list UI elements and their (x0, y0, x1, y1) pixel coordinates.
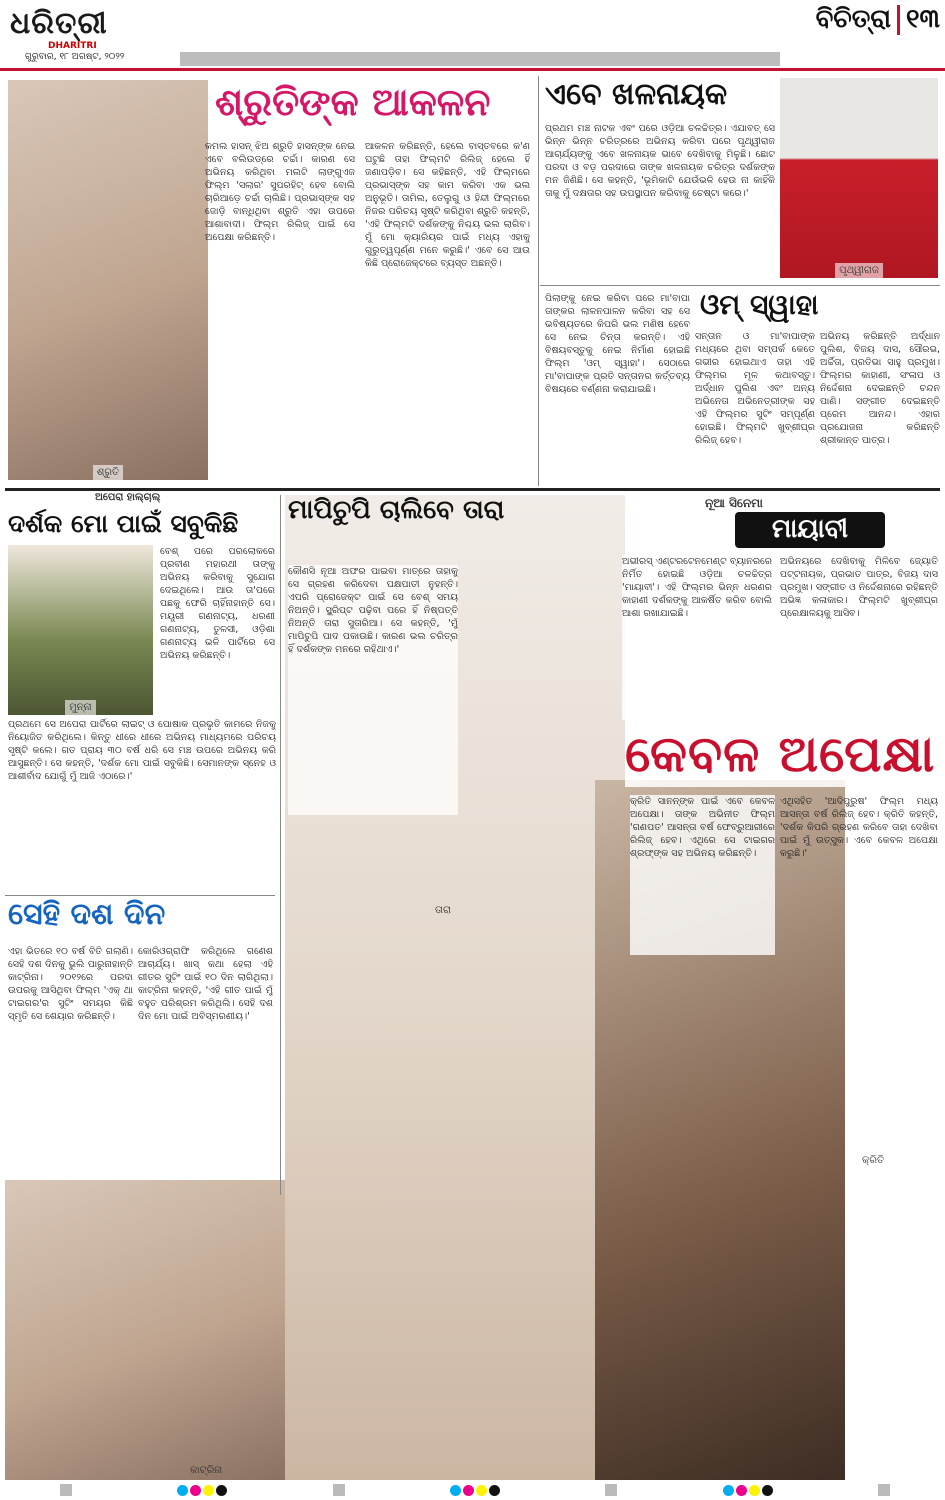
kebala-headline: କେବଳ ଅପେକ୍ଷା (625, 725, 940, 787)
yellow-swatch (203, 1485, 214, 1496)
section-rule (540, 285, 940, 286)
naya-cinema-label: ନୂଆ ସିନେମା (705, 496, 763, 510)
black-swatch (489, 1485, 500, 1496)
tara-body: କୌଣସି ନୂଆ ଅଫର ପାଇବା ମାତ୍ରେ ତାହାକୁ ସେ ଗ୍ରହଣ କରିଦେବା ପକ୍ଷପାତୀ ନୁହନ୍ତି। ଏପରି ପ୍ରୋଜେକ୍ଟ ପାଇଁ ସେ ବେଶ୍‌ ସମୟ ନିଅନ୍ତି। ସ୍କ୍ରିପ୍ଟ ପଢ଼ିବା ପରେ ହିଁ ନିଷ୍ପତ୍ତି ନିଅନ୍ତି ତାରା ସୁତାରିଆ। ସେ କହନ୍ତି, 'ମୁଁ ମାପିଚୁପି ପାଦ ପକାଉଛି। କାରଣ ଭଲ ଚରିତ୍ର ହିଁ ଦର୍ଶକଙ୍କ ମନରେ ରହିଥାଏ।' (288, 565, 458, 815)
apera-halchal-label: ଅପେରା ହାଲ୍‌ଚାଲ୍‌ (95, 492, 161, 503)
munna-photo-caption: ମୁନ୍ନା (65, 700, 95, 715)
logo-subtitle: DHARITRI (48, 41, 97, 51)
page-divider (5, 488, 940, 491)
mayabi-body-col2: ଅଭିନୟରେ ଦେଖିବାକୁ ମିଳିବେ ଜ୍ୟୋତି ପଟ୍ଟନାୟକ, ପ୍ରଭାତ ପାତ୍ର, ବିଜୟ ଦାସ ପ୍ରମୁଖ। ସଙ୍ଗୀତ ଓ ନିର୍ଦ୍ଦେଶନାରେ ରହିଛନ୍ତି ଅଭିଜ୍ଞ କଳାକାର। ଫିଲ୍ମଟି ଖୁବ୍‌ଶୀଘ୍ର ପ୍ରେକ୍ଷାଳୟକୁ ଆସିବ। (780, 556, 938, 619)
villain-photo-caption: ପୃଥ୍ୱୀରାଜ (835, 263, 883, 278)
magenta-swatch (190, 1485, 201, 1496)
magenta-swatch (463, 1485, 474, 1496)
villain-photo (780, 78, 938, 278)
black-swatch (762, 1485, 773, 1496)
header-bar (180, 52, 780, 66)
mayabi-body-col1: ଅଭୀରସ୍‌ ଏଣ୍ଟରଟେନମେଣ୍ଟ ବ୍ୟାନରରେ ନିର୍ମିତ ହୋଇଛି ଓଡ଼ିଆ ଚଳଚ୍ଚିତ୍ର 'ମାୟାବୀ'। ଏହି ଫିଲ୍ମର ଭିନ୍ନ ଧରଣର କାହାଣୀ ଦର୍ଶକଙ୍କୁ ଆକର୍ଷିତ କରିବ ବୋଲି ଆଶା ରଖାଯାଇଛି। (622, 555, 772, 720)
villain-headline: ଏବେ ଖଳନାୟକ (545, 77, 728, 112)
cyan-swatch (723, 1485, 734, 1496)
print-marks (60, 1484, 890, 1496)
kebala-body-col1: କ୍ରିତି ସାନନ୍‌ଙ୍କ ପାଇଁ ଏବେ କେବଳ ଅପେକ୍ଷା। ତାଙ୍କ ଅଭିନୀତ ଫିଲ୍ମ 'ଗଣପତ' ଆସନ୍ତା ବର୍ଷ ଫେବ୍ରୁଆରୀରେ ରିଲିଜ୍‌ ହେବ। ଏଥିରେ ସେ ଟାଇଗର ଶ୍ରଫ୍‌ଙ୍କ ସହ ଅଭିନୟ କରିଛନ୍ତି। (630, 795, 775, 955)
katrina-photo-caption: କାଟ୍ରିନା (190, 1465, 223, 1476)
black-swatch (216, 1485, 227, 1496)
shruti-body-col2: ଆକଳନ କରିଛନ୍ତି, ହେଲେ ବାସ୍ତବରେ କ'ଣ ଘଟୁଛି ତାହା ଫିଲ୍ମଟି ରିଲିଜ୍‌ ହେଲେ ହିଁ ଜଣାପଡ଼ିବ। ସେ କହିଛନ୍ତି, ଏହି ଫିଲ୍ମରେ ପ୍ରଭାସ୍‌ଙ୍କ ସହ କାମ କରିବା ଏକ ଭଲ ଅନୁଭୂତି। ତାମିଲ, ତେଲୁଗୁ ଓ ହିନ୍ଦୀ ଫିଲ୍ମରେ ନିଜର ପରିଚୟ ସୃଷ୍ଟି କରିଥିବା ଶ୍ରୁତି କହନ୍ତି, 'ଏହି ଫିଲ୍ମଟି ଦର୍ଶକଙ୍କୁ ନିଶ୍ଚୟ ଭଲ ଲାଗିବ। ମୁଁ ମୋ କ୍ୟାରିୟର ପାଇଁ ମଧ୍ୟ ଏହାକୁ ଗୁରୁତ୍ୱପୂର୍ଣ୍ଣ ମନେ କରୁଛି।' ଏବେ ସେ ଆଉ କିଛି ପ୍ରୋଜେକ୍ଟରେ ବ୍ୟସ୍ତ ଅଛନ୍ତି। (365, 141, 530, 269)
mayabi-headline: ମାୟାବୀ (735, 512, 885, 548)
logo-text: ଧରିତ୍ରୀ (10, 6, 108, 41)
shruti-photo-caption: ଶ୍ରୁତି (93, 465, 123, 480)
kebala-body-col2: ଏଥିସହିତ 'ଆଦିପୁରୁଷ' ଫିଲ୍ମ ମଧ୍ୟ ଆସନ୍ତା ବର୍ଷ ରିଲିଜ୍‌ ହେବ। କ୍ରିତି କହନ୍ତି, 'ଦର୍ଶକ କିପରି ଗ୍ରହଣ କରିବେ ତାହା ଦେଖିବା ପାଇଁ ମୁଁ ଉତ୍ସୁକ। ଏବେ କେବଳ ଅପେକ୍ଷା କରୁଛି।' (780, 796, 938, 859)
cyan-swatch (450, 1485, 461, 1496)
registration-box (60, 1484, 72, 1496)
sehi-headline: ସେହି ଦଶ ଦିନ (8, 897, 166, 932)
section-rule (5, 895, 275, 896)
registration-box (878, 1484, 890, 1496)
munna-photo (8, 545, 153, 715)
registration-box (605, 1484, 617, 1496)
kriti-photo-caption: କ୍ରିତି (862, 1155, 885, 1166)
section-name: ବିଚିତ୍ରା (815, 4, 892, 34)
column-rule (280, 495, 281, 1195)
darshaka-body-full: ପ୍ରଥମେ ସେ ଅପେରା ପାର୍ଟିରେ ଲାଇଟ୍‌ ଓ ପୋଷାକ ପ୍ରଭୃତି କାମରେ ନିଜକୁ ନିୟୋଜିତ କରିଥିଲେ। କିନ୍ତୁ ଧୀରେ ଧୀରେ ଅଭିନୟ ମାଧ୍ୟମରେ ପରିଚୟ ସୃଷ୍ଟି କଲେ। ଗତ ପ୍ରାୟ ୩୦ ବର୍ଷ ଧରି ସେ ମଞ୍ଚ ଉପରେ ଅଭିନୟ କରି ଆସୁଛନ୍ତି। ସେ କହନ୍ତି, 'ଦର୍ଶକ ମୋ ପାଇଁ ସବୁକିଛି। ସେମାନଙ୍କ ସ୍ନେହ ଓ ଆଶୀର୍ବାଦ ଯୋଗୁଁ ମୁଁ ଆଜି ଏଠାରେ।' (8, 719, 276, 782)
villain-body: ପ୍ରଥମ ମଞ୍ଚ ନାଟକ ଏବଂ ପରେ ଓଡ଼ିଆ ଚଳଚ୍ଚିତ୍ର। ଏଯାବତ୍‌ ସେ ଭିନ୍ନ ଭିନ୍ନ ଚରିତ୍ରରେ ଅଭିନୟ କରିବା ପରେ ପୃଥ୍ୱୀରାଜ ଆଚାର୍ଯ୍ୟଙ୍କୁ ଏବେ ଖଳନାୟକ ଭାବେ ଦେଖିବାକୁ ମିଳୁଛି। ଛୋଟ ପରଦା ଓ ବଡ଼ ପରଦାରେ ତାଙ୍କ ଖଳନାୟକ ଚରିତ୍ର ଦର୍ଶକଙ୍କ ମନ ଜିଣିଛି। ସେ କହନ୍ତି, 'ଭୂମିକାଟି ଯେଉଁଭଳି ହେଉ ନା କାହିଁକି ତାକୁ ମୁଁ ଦକ୍ଷତାର ସହ ଉପସ୍ଥାପନ କରିବାକୁ ଚେଷ୍ଟା କରେ।' (545, 123, 775, 199)
cyan-swatch (177, 1485, 188, 1496)
sehi-body-col1: ଏହା ଭିତରେ ୧୦ ବର୍ଷ ବିତି ଗଲାଣି। ସେହି ଦଶ ଦିନକୁ ଭୁଲି ପାରୁନାହାନ୍ତି କାଟ୍ରିନା। ୨୦୧୨ରେ ପରଦା ଉପରକୁ ଆସିଥିବା ଫିଲ୍ମ 'ଏକ୍‌ ଥା ଟାଇଗର'ର ସୁଟିଂ ସମୟର କିଛି ସ୍ମୃତି ସେ ଶେୟାର କରିଛନ୍ତି। (8, 946, 133, 1022)
registration-box (333, 1484, 345, 1496)
magenta-swatch (736, 1485, 747, 1496)
darshaka-body-right: ବେଶ୍‌ ପରେ ପରଲୋକରେ ପ୍ରବୀଣ ମହାରଥୀ ତାଙ୍କୁ ଅଭିନୟ କରିବାକୁ ସୁଯୋଗ ଦେଇଥିଲେ। ଆଉ ତା'ପରେ ପଛକୁ ଫେରି ଚାହିଁନାହାନ୍ତି ସେ। ମୟୂରୀ ଗଣନାଟ୍ୟ, ଧରଣୀ ଗଣନାଟ୍ୟ, ତୁଳସୀ, ଓଡ଼ିଶା ଗଣନାଟ୍ୟ ଭଳି ପାର୍ଟିରେ ସେ ଅଭିନୟ କରିଛନ୍ତି। (160, 546, 275, 661)
issue-date: ଗୁରୁବାର, ୧୮ ଅଗଷ୍ଟ, ୨୦୨୨ (25, 52, 125, 62)
katrina-photo (5, 1180, 295, 1480)
section-title (790, 4, 940, 48)
tara-headline: ମାପିଚୁପି ଚାଲିବେ ତାରା (288, 495, 505, 525)
om-swaha-col2: ସନ୍ତାନ ଓ ମା'ବାପାଙ୍କ ମଧ୍ୟରେ ଥିବା ସମ୍ପର୍କ କେତେ ଗଭୀର ହୋଇଥାଏ ତାହା ଏହି ଫିଲ୍ମର ମୂଳ କଥାବସ୍ତୁ। ଅର୍ଦ୍ଧାନ ପୁଲିଶ ଏବଂ ଅନ୍ୟ ଅଭିନେତା ଅଭିନେତ୍ରୀଙ୍କ ସହ ଏହି ଫିଲ୍ମର ସୁଟିଂ ସମ୍ପୂର୍ଣ୍ଣ ହୋଇଛି। ଫିଲ୍ମଟି ଖୁବ୍‌ଶୀଘ୍ର ରିଲିଜ୍‌ ହେବ। (695, 331, 815, 446)
tara-photo-caption: ତାରା (435, 905, 451, 916)
shruti-headline: ଶ୍ରୁତିଙ୍କ ଆକଳନ (215, 80, 491, 124)
section-separator (897, 5, 900, 35)
column-rule (538, 76, 539, 486)
om-swaha-col3: ଅଭିନୟ କରିଛନ୍ତି ଅର୍ଦ୍ଧାନ ପୁଲିଶ, ବିଜୟ ଦାସ, ସୌରଭ, ଅର୍ଚ୍ଚିତା, ପ୍ରତିଭା ସାହୁ ପ୍ରମୁଖ। ଫିଲ୍ମର କାହାଣୀ, ସଂଳାପ ଓ ନିର୍ଦ୍ଦେଶନା ଦେଇଛନ୍ତି ଚନ୍ଦନ ପାଣି। ସଙ୍ଗୀତ ଦେଇଛନ୍ତି ପ୍ରେମ ଆନନ୍ଦ। ଏହାର ପ୍ରଯୋଜନା କରିଛନ୍ତି ଶ୍ରୀକାନ୍ତ ପାତ୍ର। (820, 331, 940, 446)
om-swaha-headline: ଓମ୍‌ ସ୍ୱାହା (700, 288, 819, 321)
yellow-swatch (476, 1485, 487, 1496)
darshaka-headline: ଦର୍ଶକ ମୋ ପାଇଁ ସବୁକିଛି (8, 509, 239, 538)
page-number: ୧୩ (906, 4, 940, 34)
om-swaha-col1: ପିଲାଙ୍କୁ ନେଇ କରିବା ପରେ ମା'ବାପା ତାଙ୍କର ଲାଳନପାଳନ କରିବା ସହ ସେ ଭବିଷ୍ୟତରେ କିପରି ଭଲ ମଣିଷ ହେବେ ସେ ନେଇ ଚିନ୍ତା କରନ୍ତି। ଏହି ବିଷୟବସ୍ତୁକୁ ନେଇ ନିର୍ମାଣ ହୋଇଛି ଫିଲ୍ମ 'ଓମ୍‌ ସ୍ୱାହା'। ସେଠାରେ ମା'ବାପାଙ୍କ ପ୍ରତି ସନ୍ତାନର କର୍ତ୍ତବ୍ୟ ବିଷୟରେ ବର୍ଣ୍ଣନା କରାଯାଇଛି। (545, 293, 690, 395)
shruti-photo (8, 80, 208, 480)
sehi-body-col2: କୋରିଓଗ୍ରାଫି କରିଥିଲେ ଗଣେଶ ଆଚାର୍ଯ୍ୟ। ଖାସ୍‌ କଥା ହେଲା ଏହି ଗୀତର ସୁଟିଂ ପାଇଁ ୧୦ ଦିନ ଲାଗିଥିଲା। କାଟ୍ରିନା କହନ୍ତି, 'ଏହି ଗୀତ ପାଇଁ ମୁଁ ବହୁତ ପରିଶ୍ରମ କରିଥିଲି। ସେହି ଦଶ ଦିନ ମୋ ପାଇଁ ଅବିସ୍ମରଣୀୟ।' (138, 946, 273, 1022)
header-rule (0, 68, 945, 71)
yellow-swatch (749, 1485, 760, 1496)
shruti-body-col1: କମଲ ହାସନ୍‌ ଝିଅ ଶ୍ରୁତି ହାସନ୍‌ଙ୍କ ନେଇ ଏବେ ବଲିଉଡ୍‌ରେ ଚର୍ଚ୍ଚା। କାରଣ ସେ ଅଭିନୟ କରିଥିବା ମଲଟି ଲାଙ୍ଗୁଏଜ ଫିଲ୍ମ 'ସଲାର' ସୁପରହିଟ୍‌ ହେବ ବୋଲି ଚାରିଆଡ଼େ ଚର୍ଚ୍ଚା ଚାଲିଛି। ପ୍ରଭାସ୍‌ଙ୍କ ସହ ଜୋଡ଼ି ବାନ୍ଧିଥିବା ଶ୍ରୁତି ଏହା ଉପରେ ଆଶାବାଦୀ। ଫିଲ୍ମ ରିଲିଜ୍‌ ପାଇଁ ସେ ଅପେକ୍ଷା କରିଛନ୍ତି। (205, 141, 355, 243)
